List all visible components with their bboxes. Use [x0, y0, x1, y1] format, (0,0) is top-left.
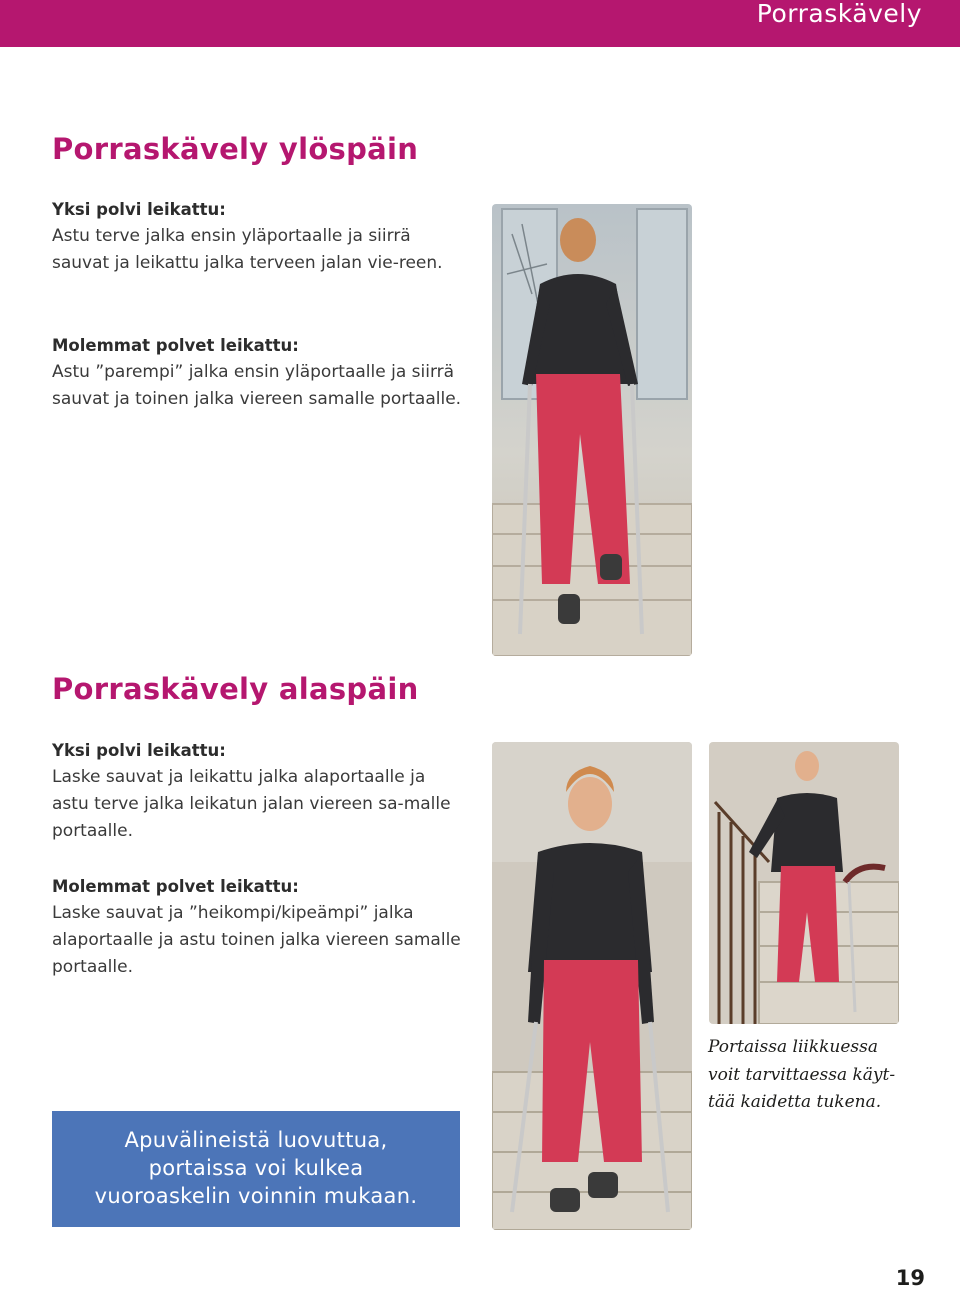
info-box-line: Apuvälineistä luovuttua, — [124, 1128, 388, 1152]
down-one-knee-label: Yksi polvi leikattu: — [52, 741, 226, 760]
photo-walking-down-stairs-crutches — [492, 742, 692, 1230]
info-box-line: vuoroaskelin voinnin mukaan. — [94, 1184, 418, 1208]
photo-caption: Portaissa liikkuessa voit tarvittaessa käyt-tää kaidetta tukena. — [708, 1037, 896, 1112]
page-number: 19 — [895, 1266, 925, 1290]
up-both-knees-text: Astu ”parempi” jalka ensin yläportaalle ja siirrä sauvat ja toinen jalka viereen samalle portaalle. — [52, 362, 462, 409]
header-title: Porraskävely — [756, 0, 922, 28]
up-both-knees-label: Molemmat polvet leikattu: — [52, 336, 299, 355]
down-one-knee-text: Laske sauvat ja leikattu jalka alaportaalle ja astu terve jalka leikatun jalan viereen sa-malle portaalle. — [52, 767, 451, 841]
down-both-knees-text: Laske sauvat ja ”heikompi/kipeämpi” jalka alaportaalle ja astu toinen jalka viereen samalle portaalle. — [52, 903, 461, 977]
up-one-knee-label: Yksi polvi leikattu: — [52, 200, 226, 219]
up-both-knees-block — [52, 332, 462, 413]
down-both-knees-block — [52, 873, 462, 981]
down-one-knee-block — [52, 737, 467, 845]
down-both-knees-label: Molemmat polvet leikattu: — [52, 877, 299, 896]
up-one-knee-text: Astu terve jalka ensin yläportaalle ja siirrä sauvat ja leikattu jalka terveen jalan vie-reen. — [52, 226, 443, 273]
section-title-up: Porraskävely ylöspäin — [52, 132, 419, 166]
photo-walking-down-stairs-railing — [709, 742, 899, 1024]
up-one-knee-block — [52, 196, 462, 277]
photo-walking-up-stairs — [492, 204, 692, 656]
info-box-line: portaissa voi kulkea — [148, 1156, 364, 1180]
info-box — [52, 1111, 460, 1227]
section-title-down: Porraskävely alaspäin — [52, 672, 419, 706]
